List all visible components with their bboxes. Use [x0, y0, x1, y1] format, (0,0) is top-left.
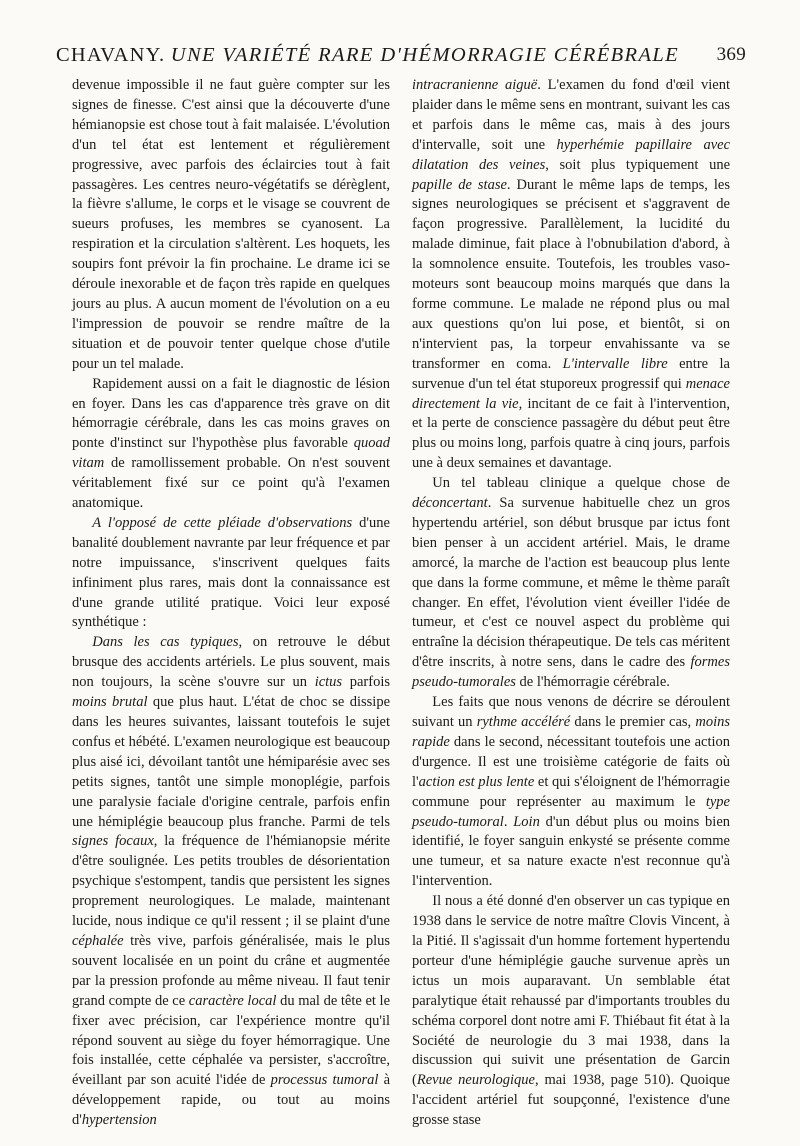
- paragraph: Les faits que nous venons de décrire se déroulent suivant un rythme accéléré dans le premier cas, moins rapide dans le second, nécessitant toutefois une action d'urgence. Il est une troisième catégorie de faits où l'action est plus lente et qui s'éloignent de l'hémorragie commune pour représenter au maximum le type pseudo-tumoral. Loin d'un début plus ou moins bien identifié, le foyer sanguin enkysté se présente comme une tumeur, et sa nature exacte n'est reconnue qu'à l'intervention.: [412, 694, 731, 890]
- paragraph: Rapidement aussi on a fait le diagnostic de lésion en foyer. Dans les cas d'apparence très grave on dit hémorragie cérébrale, dans les cas moins graves on ponte d'instinct sur l'hypothèse plus favorable quoad vitam de ramollissement probable. On n'est souvent véritablement fixé sur ce point qu'à l'examen anatomique.: [72, 375, 390, 512]
- paragraph: A l'opposé de cette pléiade d'observations d'une banalité doublement navrante par leur fréquence et par notre impuissance, s'inscrivent quelques faits infiniment plus rares, mais dont la connaissance est d'une grande utilité pratique. Voici leur exposé synthétique :: [72, 514, 390, 631]
- left-column: [72, 76, 390, 1131]
- header-title: UNE VARIÉTÉ RARE D'HÉMORRAGIE CÉRÉBRALE: [170, 44, 680, 66]
- paragraph: intracranienne aiguë. L'examen du fond d'œil vient plaider dans le même sens en montrant, suivant les cas et parfois dans le même cas, mais à des jours d'intervalle, soit une hyperhémie papillaire avec dilatation des veines, soit plus typiquement une papille de stase. Durant le même laps de temps, les signes neurologiques se précisent et s'aggravent de façon progressive. Parallèlement, la lucidité du malade diminue, fait place à l'obnubilation d'abord, à la somnolence ensuite. Toutefois, les troubles vaso-moteurs sont beaucoup moins marqués que dans la forme commune. Le malade ne répond plus ou mal aux questions qu'on lui pose, et bientôt, si on n'intervient pas, la torpeur envahissante va se transformer en coma. L'intervalle libre entre la survenue d'un tel état stuporeux progressif qui menace directement la vie, incitant de ce fait à l'intervention, et la perte de conscience passagère du début peut être plus ou moins long, parfois quatre à cinq jours, parfois une à deux semaines et davantage.: [412, 77, 731, 472]
- paragraph: devenue impossible il ne faut guère compter sur les signes de finesse. C'est ainsi que la découverte d'une hémianopsie est chose tout à fait malaisée. L'évolution d'un tel état est lentement et régulièrement progressive, avec parfois des éclaircies tout à fait passagères. Les centres neuro-végétatifs se dérèglent, la fièvre s'allume, le corps et le visage se couvrent de sueurs profuses, les membres se cyanosent. La respiration et la circulation s'altèrent. Les hoquets, les soupirs font prévoir la fin prochaine. Le drame ici se déroule inexorable et de façon très rapide en quelques jours au plus. A aucun moment de l'évolution on a eu l'impression de pouvoir se rendre maître de la situation et de pouvoir tenter quelque chose d'utile pour un tel malade.: [72, 77, 390, 372]
- header-author: CHAVANY.: [56, 44, 166, 66]
- paragraph: Un tel tableau clinique a quelque chose de déconcertant. Sa survenue habituelle chez un gros hypertendu artériel, son début brusque par ictus font bien penser à un accident artériel. Mais, le drame amorcé, la marche de l'action est beaucoup plus lente que dans la forme commune, et même le thème paraît changer. En effet, l'évolution vient éveiller l'idée de tumeur, et c'est ce nouvel aspect du problème qui entraîne la décision thérapeutique. De tels cas méritent d'être inscrits, à notre sens, dans le cadre des formes pseudo-tumorales de l'hémorragie cérébrale.: [412, 475, 730, 691]
- paragraph: Dans les cas typiques, on retrouve le début brusque des accidents artériels. Le plus souvent, mais non toujours, la scène s'ouvre sur un ictus parfois moins brutal que plus haut. L'état de choc se dissipe dans les heures suivantes, laissant toutefois le sujet confus et hébété. L'examen neurologique est beaucoup plus aisé ici, dévoilant tantôt une hémiparésie avec ses petits signes, tantôt une simple monoplégie, parfois une paralysie faciale d'origine centrale, parfois enfin une hémiplégie beaucoup plus franche. Parmi de tels signes focaux, la fréquence de l'hémianopsie mérite d'être soulignée. Les petits troubles de désorientation psychique s'estompent, tandis que persistent les signes proprement neurologiques. Le malade, maintenant lucide, nous indique ce qu'il ressent ; il se plaint d'une céphalée très vive, parfois généralisée, mais le plus souvent localisée en un point du crâne et augmentée par la pression profonde au même niveau. Il faut tenir grand compte de ce caractère local du mal de tête et le fixer avec précision, car l'expérience montre qu'il répond souvent au siège du foyer hémorragique. Une fois installée, cette céphalée va persister, s'accroître, éveillant par son acuité l'idée de processus tumoral à développement rapide, ou tout au moins d'hypertension: [72, 634, 391, 1129]
- page-number: 369: [716, 44, 746, 65]
- right-column: [412, 76, 730, 1131]
- running-header: [56, 38, 746, 72]
- paragraph: Il nous a été donné d'en observer un cas typique en 1938 dans le service de notre maître Clovis Vincent, à la Pitié. Il s'agissait d'un homme fortement hypertendu porteur d'une hémiplégie gauche survenue après un ictus un mois auparavant. Un semblable état paralytique était rehaussé par d'importants troubles du schéma corporel dont notre ami F. Thiébaut fit état à la Société de neurologie du 3 mai 1938, dans la discussion qui suivit une présentation de Garcin (Revue neurologique, mai 1938, page 510). Quoique l'accident artériel fut soupçonné, l'existence d'une grosse stase: [412, 893, 730, 1129]
